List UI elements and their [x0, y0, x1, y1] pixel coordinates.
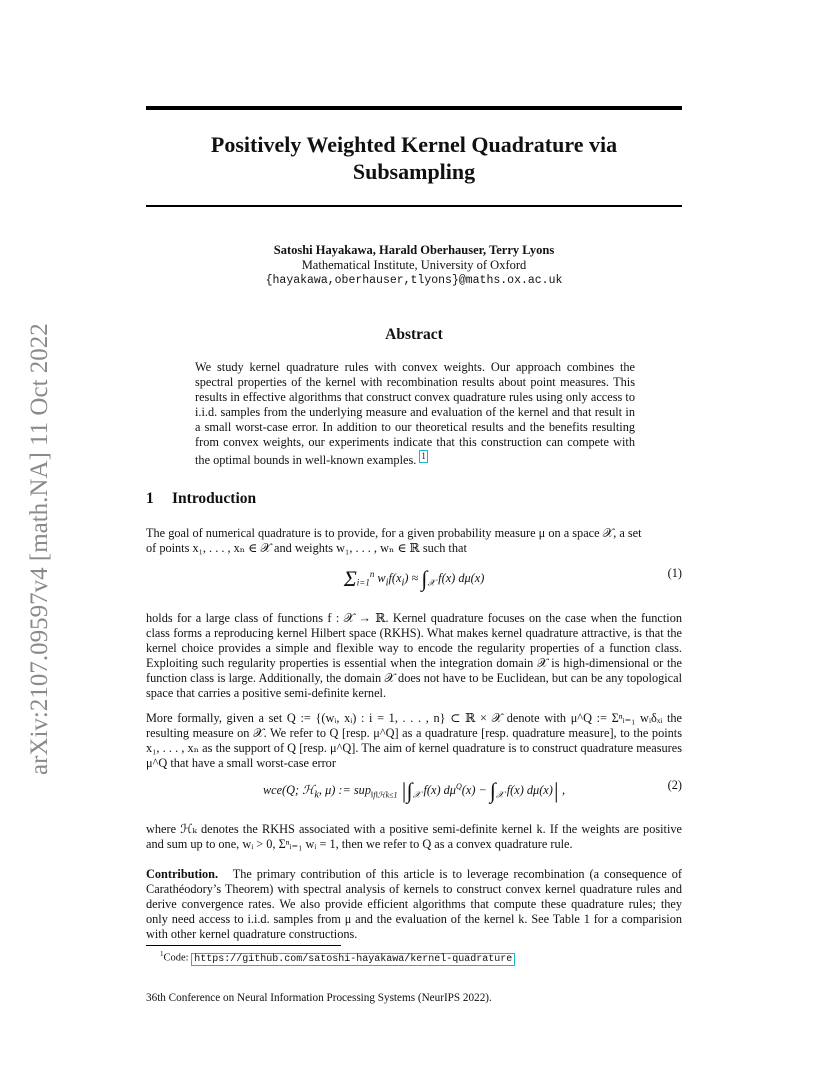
equation-2-body: wce(Q; ℋ$_k$, μ) := sup$_{‖f‖ℋk\le 1}$ $|\int_𝒳$ f(x) $d\mu^Q(x) - \int_𝒳$ f(x) dμ(x)| , [262, 778, 566, 803]
title-bottom-rule [146, 205, 682, 207]
abstract-heading: Abstract [385, 326, 443, 343]
contribution-paragraph [146, 867, 682, 942]
footnote [160, 950, 515, 965]
equation-2 [146, 778, 682, 814]
intro-paragraph-2: holds for a large class of functions f : 𝒳 → ℝ. Kernel quadrature focuses on the case when the function class forms a reproducing kernel Hilbert space (RKHS). What makes kernel quadrature attractive, is that the kernel choice provides a simple and flexible way to encode the regularity properties of a function class. Exploiting such regularity properties is essential when the integration domain 𝒳 is high-dimensional or the function class is large. Additionally, the domain 𝒳 does not have to be Euclidean, but can be any topological space that carries a positive semi-definite kernel. [146, 611, 682, 700]
equation-2-number: (2) [667, 778, 682, 792]
author-block [146, 243, 682, 288]
intro-paragraph-3: More formally, given a set Q := {(wᵢ, xᵢ) : i = 1, . . . , n} ⊂ ℝ × 𝒳 denote with μ^Q := Σⁿᵢ₌₁ wᵢδₓᵢ the resulting measure on 𝒳. We refer to Q [resp. μ^Q] as a quadrature [resp. quadrature measure], to the points x₁, . . . , xₙ as the support of Q [resp. μ^Q]. The aim of kernel quadrature is to construct quadrature measures μ^Q that have a small worst-case error [146, 711, 682, 770]
arxiv-side-label: arXiv:2107.09597v4 [math.NA] 11 Oct 2022 [26, 323, 53, 775]
footnote-rule [146, 945, 341, 946]
equation-1-number: (1) [667, 566, 682, 580]
author-names: Satoshi Hayakawa, Harald Oberhauser, Terry Lyons [273, 243, 555, 257]
equation-1 [146, 566, 682, 606]
section-heading [146, 490, 256, 508]
intro-p1-line-1: The goal of numerical quadrature is to provide, for a given probability measure μ on a space 𝒳, a set [146, 526, 642, 540]
paper-title [146, 131, 682, 185]
intro-paragraph-4: where ℋₖ denotes the RKHS associated with a positive semi-definite kernel k. If the weights are positive and sum up to one, wᵢ > 0, Σⁿᵢ₌₁ wᵢ = 1, then we refer to Q as a convex quadrature rule. [146, 822, 682, 851]
conference-note: 36th Conference on Neural Information Processing Systems (NeurIPS 2022). [146, 992, 492, 1004]
equation-1-body: $\Sigma_{i=1}^n$ $w_if(x_i) \approx \int_𝒳$ f(x) dμ(x) [343, 566, 485, 591]
author-affiliation: Mathematical Institute, University of Oxford [301, 258, 527, 272]
footnote-mark: 1 [160, 950, 164, 958]
footnote-url-link[interactable]: https://github.com/satoshi-hayakawa/kernel-quadrature [191, 953, 515, 966]
intro-p1-line-2: of points x₁, . . . , xₙ ∈ 𝒳 and weights w₁, . . . , wₙ ∈ ℝ such that [146, 541, 467, 555]
section-title: Introduction [172, 490, 257, 507]
section-number: 1 [146, 490, 154, 507]
contribution-text: The primary contribution of this article is to leverage recombination (a consequence of Carathéodory’s Theorem) with spectral analysis of kernels to construct convex kernel quadrature rules and derive convergence rates. We also provide efficient algorithms that compute these quadrature rules; they only need access to i.i.d. samples from μ and the evaluation of the kernel k. See Table 1 for a comparision with other kernel quadrature constructions. [146, 867, 682, 941]
title-line-2: Subsampling [352, 159, 476, 184]
title-top-rule [146, 106, 682, 110]
contribution-heading: Contribution. [146, 867, 219, 881]
footnote-link[interactable]: 1 [421, 451, 426, 461]
intro-paragraph-1 [146, 526, 682, 556]
author-email: {hayakawa,oberhauser,tlyons}@maths.ox.ac.uk [265, 274, 563, 287]
abstract-body [195, 360, 635, 468]
footnote-label: Code: [163, 952, 192, 964]
title-line-1: Positively Weighted Kernel Quadrature via [210, 132, 618, 157]
abstract-text: We study kernel quadrature rules with convex weights. Our approach combines the spectral properties of the kernel with recombination results about point measures. This results in effective algorithms that construct convex quadrature rules using only access to i.i.d. samples from the underlying measure and evaluation of the kernel and that result in a small worst-case error. In addition to our theoretical results and the benefits resulting from convex weights, our experiments indicate that this construction can compete with the optimal bounds in well-known examples. [195, 360, 635, 468]
